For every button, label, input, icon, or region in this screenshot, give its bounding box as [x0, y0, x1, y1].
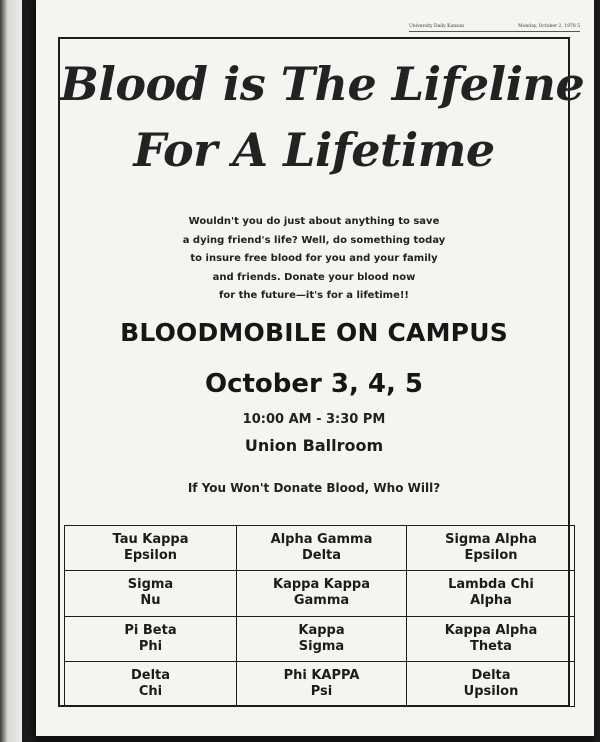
sponsor-line: Phi KAPPA [283, 667, 360, 683]
sponsor-line: Alpha [470, 593, 512, 609]
newspaper-page [36, 0, 594, 736]
sponsor-cell [236, 617, 406, 662]
masthead [409, 24, 580, 29]
body-copy [60, 213, 568, 306]
sponsor-line: Sigma [298, 638, 345, 654]
sponsor-line: Chi [138, 683, 163, 699]
sponsor-cell [236, 662, 406, 707]
sponsor-line: Gamma [293, 593, 350, 609]
sponsor-cell [236, 571, 406, 616]
sponsor-line: Delta [301, 548, 342, 564]
sponsor-line: Sigma Alpha [445, 532, 537, 548]
sponsor-cell [64, 526, 236, 571]
advertisement [58, 37, 585, 707]
body-line: a dying friend's life? Well, do something today [182, 234, 446, 246]
sponsor-line: Psi [310, 683, 333, 699]
sponsor-cell [64, 571, 236, 616]
sponsor-cell [64, 662, 236, 707]
sponsor-line: Kappa Alpha [444, 622, 538, 638]
masthead-paper: University Daily Kansan [409, 24, 464, 29]
masthead-date-page: Monday, October 2, 1978 5 [518, 24, 580, 29]
sponsor-line: Tau Kappa [112, 532, 189, 548]
sponsor-line: Alpha Gamma [270, 532, 373, 548]
event-question: If You Won't Donate Blood, Who Will? [187, 481, 441, 495]
sponsor-line: Phi [138, 638, 163, 654]
adjacent-page-edge [0, 0, 22, 742]
sponsor-line: Pi Beta [124, 622, 177, 638]
headline-line-2: For A Lifetime [133, 123, 495, 177]
sponsor-cell [406, 617, 575, 662]
body-line: to insure free blood for you and your family [190, 253, 438, 264]
sponsor-grid [64, 525, 575, 707]
sponsor-cell [236, 526, 406, 571]
event-time: 10:00 AM - 3:30 PM [242, 412, 386, 427]
sponsor-line: Delta [130, 667, 171, 683]
sponsor-cell [406, 571, 575, 616]
event-banner: BLOODMOBILE ON CAMPUS [120, 318, 508, 347]
sponsor-line: Upsilon [463, 683, 519, 699]
page-bottom-shadow [36, 736, 594, 742]
sponsor-cell [406, 662, 575, 707]
sponsor-line: Delta [471, 667, 511, 683]
sponsor-line: Lambda Chi [448, 577, 534, 593]
sponsor-line: Kappa [298, 622, 345, 638]
sponsor-line: Epsilon [123, 548, 178, 564]
sponsor-line: Kappa Kappa [273, 577, 370, 593]
event-location: Union Ballroom [244, 436, 384, 455]
sponsor-line: Epsilon [464, 548, 518, 564]
body-line: Wouldn't you do just about anything to save [188, 216, 440, 227]
body-line: for the future—it's for a lifetime!! [219, 290, 409, 301]
headline-line-1: Blood is The Lifeline [60, 57, 585, 111]
event-dates: October 3, 4, 5 [204, 369, 424, 399]
sponsor-line: Sigma [127, 577, 174, 593]
sponsor-cell [64, 617, 236, 662]
sponsor-line: Nu [140, 593, 161, 609]
sponsor-line: Theta [470, 638, 512, 654]
sponsor-cell [406, 526, 575, 571]
masthead-rule [409, 31, 580, 32]
body-line: and friends. Donate your blood now [212, 271, 416, 283]
